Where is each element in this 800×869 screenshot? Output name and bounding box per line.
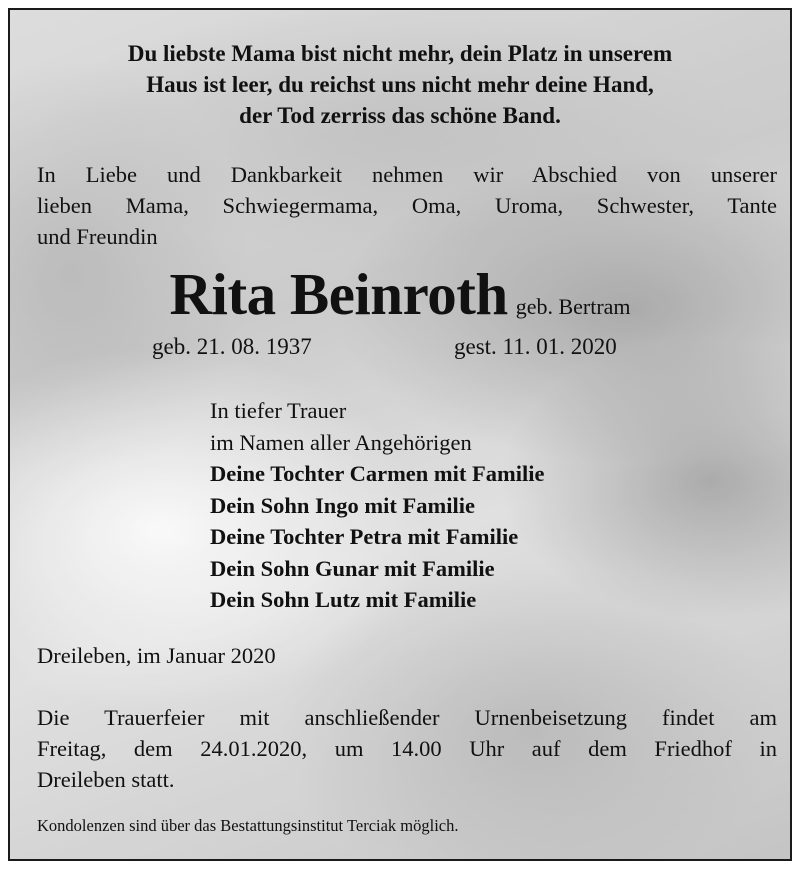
death-date: gest. 11. 01. 2020 — [454, 334, 617, 359]
relative-entry: Deine Tochter Petra mit Familie — [210, 524, 519, 549]
relative-entry: Deine Tochter Carmen mit Familie — [210, 461, 545, 486]
deceased-name-row — [10, 262, 790, 326]
intro-line: lieben Mama, Schwiegermama, Oma, Uroma, Schwester, Tante — [37, 193, 777, 218]
intro-line: In Liebe und Dankbarkeit nehmen wir Abschied von unserer — [37, 162, 777, 187]
poem-line: Haus ist leer, du reichst uns nicht mehr deine Hand, — [146, 72, 654, 97]
place-date: Dreileben, im Januar 2020 — [37, 643, 276, 668]
obituary-notice — [8, 8, 792, 861]
intro-paragraph — [37, 159, 777, 252]
notice-text — [10, 10, 790, 859]
relative-entry: Dein Sohn Lutz mit Familie — [210, 587, 477, 612]
maiden-name: geb. Bertram — [515, 294, 631, 319]
ceremony-line: Dreileben statt. — [37, 767, 175, 792]
ceremony-line: Die Trauerfeier mit anschließender Urnenbeisetzung findet am — [37, 705, 777, 730]
mourning-line: In tiefer Trauer — [210, 398, 347, 423]
ceremony-paragraph — [37, 702, 777, 795]
poem-line: der Tod zerriss das schöne Band. — [239, 103, 561, 128]
relative-entry: Dein Sohn Ingo mit Familie — [210, 492, 476, 518]
mourning-signature — [210, 395, 545, 616]
relative-entry: Dein Sohn Gunar mit Familie — [210, 555, 495, 581]
poem — [30, 38, 770, 131]
birth-date: geb. 21. 08. 1937 — [152, 334, 312, 359]
poem-line: Du liebste Mama bist nicht mehr, dein Platz in unserem — [127, 41, 673, 66]
mourning-line: im Namen aller Angehörigen — [210, 429, 472, 455]
deceased-name: Rita Beinroth — [169, 261, 508, 327]
ceremony-line: Freitag, dem 24.01.2020, um 14.00 Uhr auf dem Friedhof in — [37, 736, 777, 761]
condolence-note: Kondolenzen sind über das Bestattungsinstitut Terciak möglich. — [37, 816, 459, 835]
intro-line: und Freundin — [37, 224, 158, 249]
